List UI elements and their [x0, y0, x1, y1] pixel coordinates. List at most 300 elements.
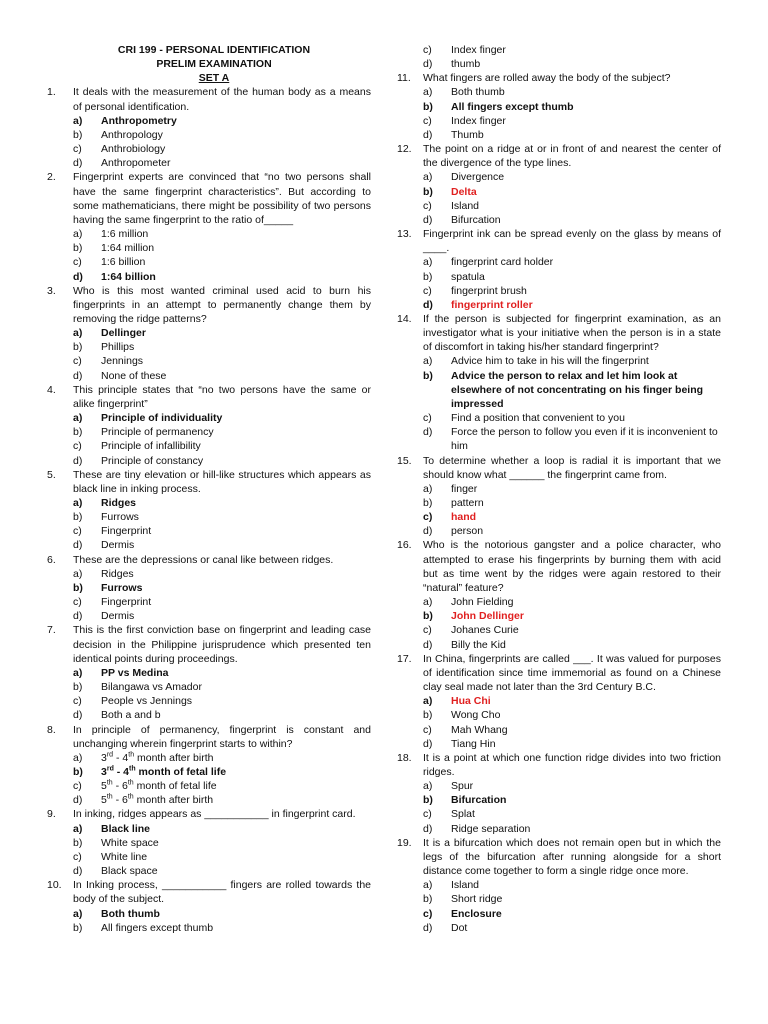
option-letter: b)	[423, 893, 433, 906]
answer-option	[397, 737, 721, 751]
answer-option	[397, 779, 721, 793]
right-column	[397, 43, 721, 935]
question-item	[47, 468, 371, 553]
question-stem	[397, 751, 721, 779]
option-letter: a)	[423, 86, 433, 99]
option-text: Bifurcation	[451, 794, 507, 807]
option-text: Mah Whang	[451, 723, 508, 736]
option-text: Dot	[451, 921, 468, 934]
question-item	[397, 71, 721, 142]
question-item	[397, 227, 721, 312]
question-stem	[47, 723, 371, 751]
option-text: Dermis	[101, 539, 135, 552]
exam-header	[47, 43, 371, 85]
question-stem	[47, 170, 371, 227]
option-text: Fingerprint	[101, 525, 152, 538]
option-letter: d)	[73, 865, 83, 878]
answer-option	[47, 496, 371, 510]
question-number: 6.	[47, 553, 56, 566]
answer-option	[397, 822, 721, 836]
answer-option	[397, 284, 721, 298]
option-text: Delta	[451, 185, 477, 198]
option-text: Bifurcation	[451, 213, 501, 226]
question-text: In principle of permanency, fingerprint is constant and unchanging wherein fingerprint starts to within?	[73, 723, 371, 750]
question-text: This is the first conviction base on fingerprint and leading case decision in the Philippine jurisprudence which presented ten identical points during proceedings.	[73, 624, 371, 665]
option-letter: d)	[73, 794, 83, 807]
option-letter: c)	[423, 412, 432, 425]
answer-option	[47, 524, 371, 538]
option-text: Wong Cho	[451, 709, 501, 722]
question-text: These are tiny elevation or hill-like structures which appears as black line in inking process.	[73, 468, 371, 495]
question-item	[47, 623, 371, 722]
question-number: 17.	[397, 652, 412, 665]
option-letter: b)	[423, 100, 433, 113]
superscript: th	[129, 765, 136, 773]
option-text: 3rd - 4th month of fetal life	[101, 765, 227, 778]
option-letter: c)	[423, 284, 432, 297]
option-text: Advice him to take in his will the fingerprint	[451, 355, 649, 368]
option-text: Divergence	[451, 171, 505, 184]
option-letter: a)	[423, 695, 433, 708]
option-letter: a)	[423, 482, 433, 495]
answer-option	[397, 100, 721, 114]
question-text: If the person is subjected for fingerprint examination, as an investigator what is your initiative when the person is in a state of discomfort in taking his/her standard fingerprint?	[423, 312, 721, 354]
option-letter: b)	[423, 794, 433, 807]
answer-option	[47, 128, 371, 142]
option-letter: c)	[423, 808, 432, 821]
option-letter: c)	[73, 596, 82, 609]
answer-option	[397, 185, 721, 199]
option-letter: a)	[73, 114, 83, 127]
answer-option	[397, 609, 721, 623]
option-text: Anthropometer	[101, 157, 171, 170]
answer-option	[397, 213, 721, 227]
option-letter: a)	[73, 412, 83, 425]
answer-option	[47, 907, 371, 921]
option-text: Index finger	[451, 114, 506, 127]
answer-option	[47, 694, 371, 708]
option-letter: b)	[73, 836, 83, 849]
option-text: Furrows	[101, 511, 139, 524]
question-number: 3.	[47, 284, 56, 297]
answer-option	[397, 354, 721, 368]
option-letter: a)	[73, 327, 83, 340]
option-letter: a)	[423, 171, 433, 184]
option-letter: d)	[73, 270, 83, 283]
option-letter: d)	[423, 921, 433, 934]
question-item	[47, 383, 371, 468]
option-letter: c)	[73, 695, 82, 708]
option-text: Black line	[101, 822, 151, 835]
option-text: Find a position that convenient to you	[451, 412, 625, 425]
option-letter: a)	[73, 751, 83, 764]
exam-title: PRELIM EXAMINATION	[156, 58, 272, 71]
question-number: 9.	[47, 808, 56, 821]
question-text: In Inking process, ___________ fingers are rolled towards the body of the subject.	[73, 879, 371, 906]
option-text: Furrows	[101, 581, 143, 594]
option-text: Fingerprint	[101, 596, 152, 609]
answer-option	[397, 270, 721, 284]
answer-option	[47, 779, 371, 793]
answer-option	[397, 43, 721, 57]
option-letter: a)	[73, 666, 83, 679]
answer-option	[47, 921, 371, 935]
answer-option	[47, 864, 371, 878]
option-text: Index finger	[451, 44, 506, 56]
left-column	[47, 43, 371, 935]
option-text: 1:64 million	[101, 242, 155, 255]
answer-option	[397, 807, 721, 821]
option-letter: c)	[423, 723, 432, 736]
answer-option	[47, 666, 371, 680]
question-number: 1.	[47, 86, 56, 99]
option-text: Short ridge	[451, 893, 503, 906]
question-text: This principle states that “no two persons have the same or alike fingerprint”	[73, 383, 371, 410]
answer-option	[47, 609, 371, 623]
question-item	[397, 751, 721, 836]
option-text: 1:64 billion	[101, 270, 156, 283]
question-stem	[47, 553, 371, 567]
question-item	[397, 836, 721, 935]
answer-option	[47, 793, 371, 807]
question-number: 10.	[47, 879, 62, 892]
answer-option	[397, 128, 721, 142]
option-text: Hua Chi	[451, 695, 491, 708]
continued-options	[397, 43, 721, 71]
question-stem	[397, 454, 721, 482]
option-text: Advice the person to relax and let him look at elsewhere of not concentrating on his finger being impressed	[451, 369, 704, 410]
answer-option	[47, 510, 371, 524]
answer-option	[47, 354, 371, 368]
question-stem	[47, 623, 371, 665]
option-letter: d)	[423, 213, 433, 226]
option-letter: b)	[73, 921, 83, 934]
option-text: Both a and b	[101, 709, 161, 722]
answer-option	[47, 567, 371, 581]
answer-option	[397, 878, 721, 892]
answer-option	[47, 156, 371, 170]
answer-option	[397, 595, 721, 609]
answer-option	[47, 538, 371, 552]
answer-option	[397, 921, 721, 935]
superscript: th	[106, 779, 113, 787]
question-number: 2.	[47, 171, 56, 184]
question-item	[47, 807, 371, 878]
question-text: Who is this most wanted criminal used acid to burn his fingerprints in an attempt to permanently change them by removing the ridge patterns?	[73, 284, 371, 325]
option-letter: c)	[73, 525, 82, 538]
question-text: Fingerprint experts are convinced that “no two persons shall have the same fingerprint characteristics”. But according to some mathematicians, there might be possibility of two persons having the same fingerprint to the ratio of_____	[73, 171, 371, 226]
answer-option	[47, 581, 371, 595]
option-letter: b)	[73, 426, 83, 439]
answer-option	[397, 170, 721, 184]
answer-option	[47, 454, 371, 468]
answer-option	[47, 369, 371, 383]
question-number: 8.	[47, 723, 56, 736]
question-text: Fingerprint ink can be spread evenly on the glass by means of ____.	[423, 228, 721, 255]
question-text: It is a bifurcation which does not remain open but in which the legs of the bifurcation after running alongside for a short distance come together to form a single ridge once more.	[423, 836, 721, 878]
option-text: 1:6 million	[101, 228, 149, 241]
option-text: None of these	[101, 369, 167, 382]
option-letter: d)	[423, 737, 433, 750]
question-number: 15.	[397, 454, 412, 467]
option-letter: c)	[73, 850, 82, 863]
option-letter: c)	[423, 199, 432, 212]
question-stem	[397, 71, 721, 85]
question-number: 18.	[397, 751, 412, 764]
option-letter: b)	[73, 128, 83, 141]
option-letter: c)	[423, 44, 432, 56]
option-letter: d)	[73, 610, 83, 623]
question-stem	[397, 652, 721, 694]
option-text: Force the person to follow you even if it is inconvenient to him	[451, 426, 718, 453]
option-text: Ridge separation	[451, 822, 531, 835]
option-text: 5th - 6th month of fetal life	[101, 779, 217, 793]
option-letter: b)	[423, 369, 433, 382]
question-item	[397, 538, 721, 651]
option-text: Principle of individuality	[101, 412, 223, 425]
question-text: To determine whether a loop is radial it is important that we should know what ______ the fingerprint came from.	[423, 454, 721, 481]
answer-option	[397, 298, 721, 312]
answer-option	[47, 425, 371, 439]
answer-option	[47, 340, 371, 354]
option-letter: b)	[73, 581, 83, 594]
option-letter: a)	[423, 780, 433, 793]
option-letter: d)	[73, 157, 83, 170]
answer-option	[47, 822, 371, 836]
option-letter: a)	[423, 355, 433, 368]
option-letter: a)	[73, 228, 83, 241]
option-text: John Dellinger	[451, 610, 524, 623]
question-item	[397, 312, 721, 454]
answer-option	[47, 765, 371, 779]
question-text: These are the depressions or canal like between ridges.	[73, 553, 334, 566]
superscript: th	[127, 779, 134, 787]
answer-option	[397, 411, 721, 425]
option-letter: d)	[423, 525, 433, 538]
answer-option	[47, 326, 371, 340]
question-stem	[397, 312, 721, 354]
question-stem	[47, 468, 371, 496]
question-number: 16.	[397, 539, 412, 552]
question-stem	[47, 878, 371, 906]
option-letter: c)	[423, 907, 433, 920]
option-text: 5th - 6th month after birth	[101, 793, 214, 807]
question-stem	[397, 538, 721, 595]
option-letter: d)	[423, 426, 433, 439]
question-item	[47, 170, 371, 283]
option-letter: c)	[423, 114, 432, 127]
option-letter: d)	[423, 298, 433, 311]
answer-option	[47, 270, 371, 284]
option-text: Ridges	[101, 567, 134, 580]
question-item	[47, 878, 371, 935]
option-letter: c)	[73, 256, 82, 269]
option-text: All fingers except thumb	[101, 921, 214, 934]
question-item	[47, 723, 371, 808]
option-letter: d)	[73, 709, 83, 722]
left-question-list	[47, 85, 371, 934]
answer-option	[397, 85, 721, 99]
question-number: 19.	[397, 836, 412, 849]
option-text: 3rd - 4th month after birth	[101, 751, 214, 764]
option-text: Jennings	[101, 355, 144, 368]
option-text: spatula	[451, 270, 485, 283]
question-stem	[397, 227, 721, 255]
answer-option	[397, 425, 721, 453]
option-text: Billy the Kid	[451, 638, 506, 651]
option-text: Dellinger	[101, 327, 146, 340]
question-item	[397, 454, 721, 539]
option-text: Splat	[451, 808, 475, 821]
option-letter: b)	[423, 185, 433, 198]
question-number: 13.	[397, 228, 412, 241]
option-letter: b)	[73, 341, 83, 354]
answer-option	[47, 595, 371, 609]
option-text: Anthrobiology	[101, 143, 166, 156]
answer-option	[47, 850, 371, 864]
option-text: Both thumb	[451, 86, 505, 99]
option-text: Thumb	[451, 128, 484, 141]
question-stem	[47, 807, 371, 821]
option-letter: d)	[73, 539, 83, 552]
option-letter: d)	[423, 822, 433, 835]
question-number: 14.	[397, 312, 412, 325]
option-text: Anthropology	[101, 128, 163, 141]
option-letter: d)	[73, 369, 83, 382]
option-text: Enclosure	[451, 907, 502, 920]
answer-option	[397, 907, 721, 921]
answer-option	[397, 482, 721, 496]
answer-option	[397, 369, 721, 411]
option-text: Dermis	[101, 610, 135, 623]
option-letter: d)	[423, 128, 433, 141]
question-item	[47, 85, 371, 170]
option-text: Tiang Hin	[451, 737, 496, 750]
answer-option	[397, 638, 721, 652]
option-letter: b)	[73, 511, 83, 524]
superscript: rd	[106, 765, 114, 773]
option-text: fingerprint roller	[451, 298, 533, 311]
question-text: It deals with the measurement of the human body as a means of personal identification.	[73, 86, 371, 113]
option-text: Ridges	[101, 497, 137, 509]
option-letter: a)	[73, 822, 83, 835]
question-item	[397, 142, 721, 227]
option-letter: c)	[73, 780, 82, 793]
answer-option	[397, 708, 721, 722]
superscript: th	[128, 751, 135, 759]
answer-option	[47, 439, 371, 453]
question-text: Who is the notorious gangster and a police character, who attempted to erase his fingerprints by burning them with acid but as time went by the ridges were again restored to their “natural” feature?	[423, 539, 721, 594]
option-text: Bilangawa vs Amador	[101, 681, 202, 694]
answer-option	[397, 623, 721, 637]
option-letter: d)	[423, 638, 433, 651]
option-letter: a)	[73, 907, 83, 920]
question-number: 4.	[47, 383, 56, 396]
answer-option	[47, 241, 371, 255]
option-text: John Fielding	[451, 596, 514, 609]
option-letter: b)	[423, 610, 433, 623]
question-stem	[47, 284, 371, 326]
option-text: pattern	[451, 497, 484, 509]
option-text: Black space	[101, 865, 158, 878]
option-letter: a)	[73, 567, 83, 580]
option-letter: c)	[73, 355, 82, 368]
option-text: Phillips	[101, 341, 135, 354]
answer-option	[47, 708, 371, 722]
option-letter: b)	[73, 681, 83, 694]
option-text: 1:6 billion	[101, 256, 146, 269]
superscript: rd	[106, 751, 114, 759]
answer-option	[397, 496, 721, 510]
superscript: th	[127, 793, 134, 801]
option-text: Island	[451, 199, 480, 212]
option-text: Spur	[451, 780, 474, 793]
answer-option	[47, 255, 371, 269]
question-item	[47, 553, 371, 624]
answer-option	[397, 510, 721, 524]
answer-option	[47, 142, 371, 156]
question-number: 7.	[47, 624, 56, 637]
answer-option	[47, 114, 371, 128]
option-text: Principle of constancy	[101, 454, 204, 467]
question-text: In China, fingerprints are called ___. It was valued for purposes of identification since time immemorial as found on a Chinese clay seal made not later than the 3rd Century B.C.	[423, 652, 721, 694]
option-text: PP vs Medina	[101, 666, 169, 679]
option-text: Principle of permanency	[101, 426, 214, 439]
answer-option	[47, 836, 371, 850]
option-text: White space	[101, 836, 159, 849]
option-text: White line	[101, 850, 148, 863]
option-text: Principle of infallibility	[101, 440, 201, 453]
option-letter: b)	[423, 270, 433, 283]
question-stem	[47, 383, 371, 411]
option-text: Anthropometry	[101, 114, 177, 127]
option-text: hand	[451, 511, 477, 524]
option-text: thumb	[451, 58, 481, 71]
answer-option	[397, 199, 721, 213]
answer-option	[397, 694, 721, 708]
course-title: CRI 199 - PERSONAL IDENTIFICATION	[117, 44, 311, 56]
question-item	[397, 652, 721, 751]
superscript: th	[106, 793, 113, 801]
option-text: Johanes Curie	[451, 624, 519, 637]
option-text: finger	[451, 482, 478, 495]
question-item	[47, 284, 371, 383]
option-letter: a)	[423, 596, 433, 609]
option-letter: c)	[423, 511, 433, 524]
question-stem	[397, 142, 721, 170]
option-letter: b)	[423, 709, 433, 722]
option-letter: d)	[73, 454, 83, 467]
option-text: People vs Jennings	[101, 695, 193, 708]
answer-option	[47, 751, 371, 765]
question-text: What fingers are rolled away the body of the subject?	[423, 72, 671, 85]
option-text: fingerprint brush	[451, 284, 527, 297]
answer-option	[47, 680, 371, 694]
set-label: SET A	[198, 72, 230, 85]
question-stem	[47, 85, 371, 113]
question-number: 5.	[47, 468, 56, 481]
option-text: Both thumb	[101, 907, 160, 920]
option-letter: c)	[423, 624, 432, 637]
option-text: person	[451, 525, 484, 538]
question-number: 12.	[397, 143, 412, 156]
option-letter: b)	[73, 242, 83, 255]
option-letter: c)	[73, 143, 82, 156]
option-letter: d)	[423, 58, 433, 71]
option-letter: b)	[423, 497, 433, 509]
option-letter: a)	[423, 256, 433, 269]
option-text: Island	[451, 879, 480, 892]
